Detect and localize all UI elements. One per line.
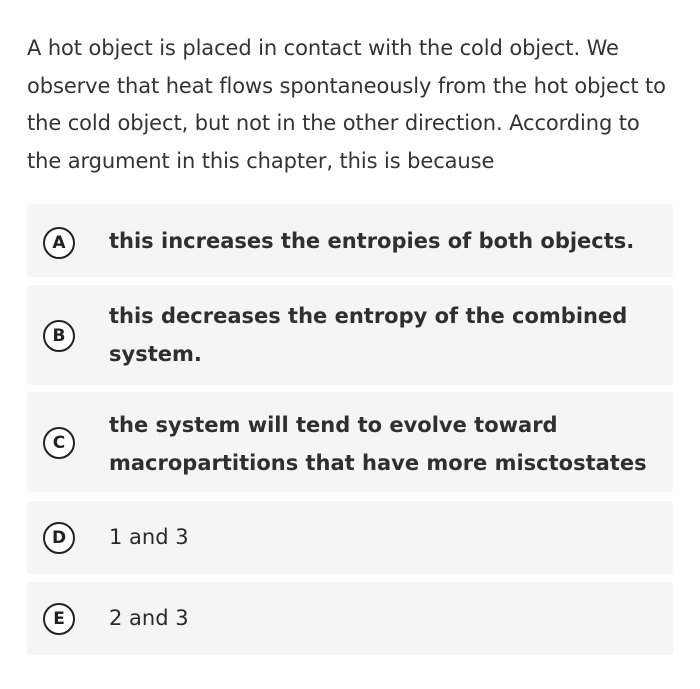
option-e-letter-badge: E: [43, 603, 75, 635]
option-a[interactable]: [27, 204, 673, 277]
option-d-letter-badge: D: [43, 522, 75, 554]
option-b[interactable]: [27, 285, 673, 385]
option-b-label: this decreases the entropy of the combined system.: [109, 304, 628, 366]
option-a-label: this increases the entropies of both objects.: [109, 229, 635, 253]
option-c[interactable]: [27, 392, 673, 492]
question-text: A hot object is placed in contact with the cold object. We observe that heat flows spontaneously from the hot object to the cold object, but not in the other direction. According to the argument in this chapter, this is because: [27, 36, 666, 173]
option-c-letter-badge: C: [43, 427, 75, 459]
option-c-label: the system will tend to evolve toward macropartitions that have more misctostates: [109, 413, 647, 475]
option-e-label: 2 and 3: [109, 606, 189, 630]
option-d-label: 1 and 3: [109, 525, 189, 549]
option-d[interactable]: [27, 501, 673, 574]
option-e[interactable]: [27, 582, 673, 655]
option-b-letter-badge: B: [43, 320, 75, 352]
option-a-letter-badge: A: [43, 227, 75, 259]
